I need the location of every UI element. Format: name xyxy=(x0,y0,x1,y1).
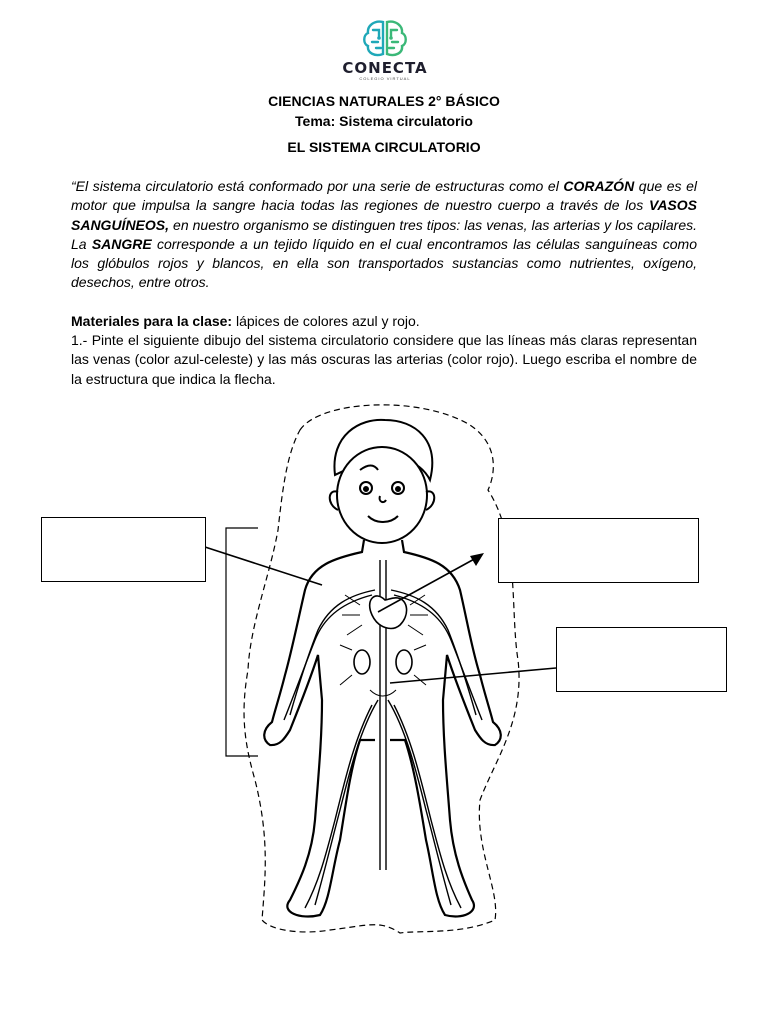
school-logo xyxy=(330,18,440,80)
answer-box-right-top[interactable] xyxy=(498,518,699,583)
intro-text-1: “El sistema circulatorio está conformado por una serie de estructuras como el xyxy=(71,178,564,194)
brand-subtitle: COLEGIO VIRTUAL xyxy=(359,76,411,81)
intro-text-4: corresponde a un tejido líquido en el cual encontramos las células sanguíneas como los glóbulos rojos y blancos, en ella son transportados sustancias como nutrientes, oxígeno, desechos, entre otros. xyxy=(71,235,697,291)
question-1 xyxy=(71,331,697,389)
heart xyxy=(370,596,407,628)
materials-text: lápices de colores azul y rojo. xyxy=(232,313,420,329)
body-left xyxy=(264,540,375,917)
page-heading: EL SISTEMA CIRCULATORIO xyxy=(287,139,481,155)
brain-icon xyxy=(330,18,440,60)
topic-title: Tema: Sistema circulatorio xyxy=(295,113,473,129)
arrow-head-icon xyxy=(470,553,484,566)
course-title: CIENCIAS NATURALES 2° BÁSICO xyxy=(268,93,500,109)
intro-paragraph xyxy=(71,177,697,293)
intro-bold-vessels: VASOS SANGUÍNEOS, xyxy=(71,197,697,233)
question-number: 1.- xyxy=(71,332,88,348)
face xyxy=(337,447,427,543)
materials-line xyxy=(71,312,697,331)
answer-box-right-bottom[interactable] xyxy=(556,627,727,692)
kidney-left xyxy=(354,650,370,674)
leader-line-left xyxy=(205,547,322,585)
intro-bold-blood: SANGRE xyxy=(91,235,152,252)
kidney-right xyxy=(396,650,412,674)
answer-box-left[interactable] xyxy=(41,517,206,582)
intro-bold-heart: CORAZÓN xyxy=(563,178,635,194)
materials-label: Materiales para la clase: xyxy=(71,313,233,329)
intro-text-2: que es el motor que impulsa la sangre hacia todas las regiones de nuestro cuerpo a través de los xyxy=(71,178,697,214)
intro-text-3: en nuestro organismo se distinguen tres tipos: las venas, las arterias y los capilares. La xyxy=(71,216,697,252)
question-text: Pinte el siguiente dibujo del sistema circulatorio considere que las líneas más claras representan las venas (color azul-celeste) y las más oscuras las arterias (color rojo). Luego escriba el nombre de la estructura que indica la flecha. xyxy=(71,332,697,387)
brand-name: CONECTA xyxy=(342,59,428,77)
